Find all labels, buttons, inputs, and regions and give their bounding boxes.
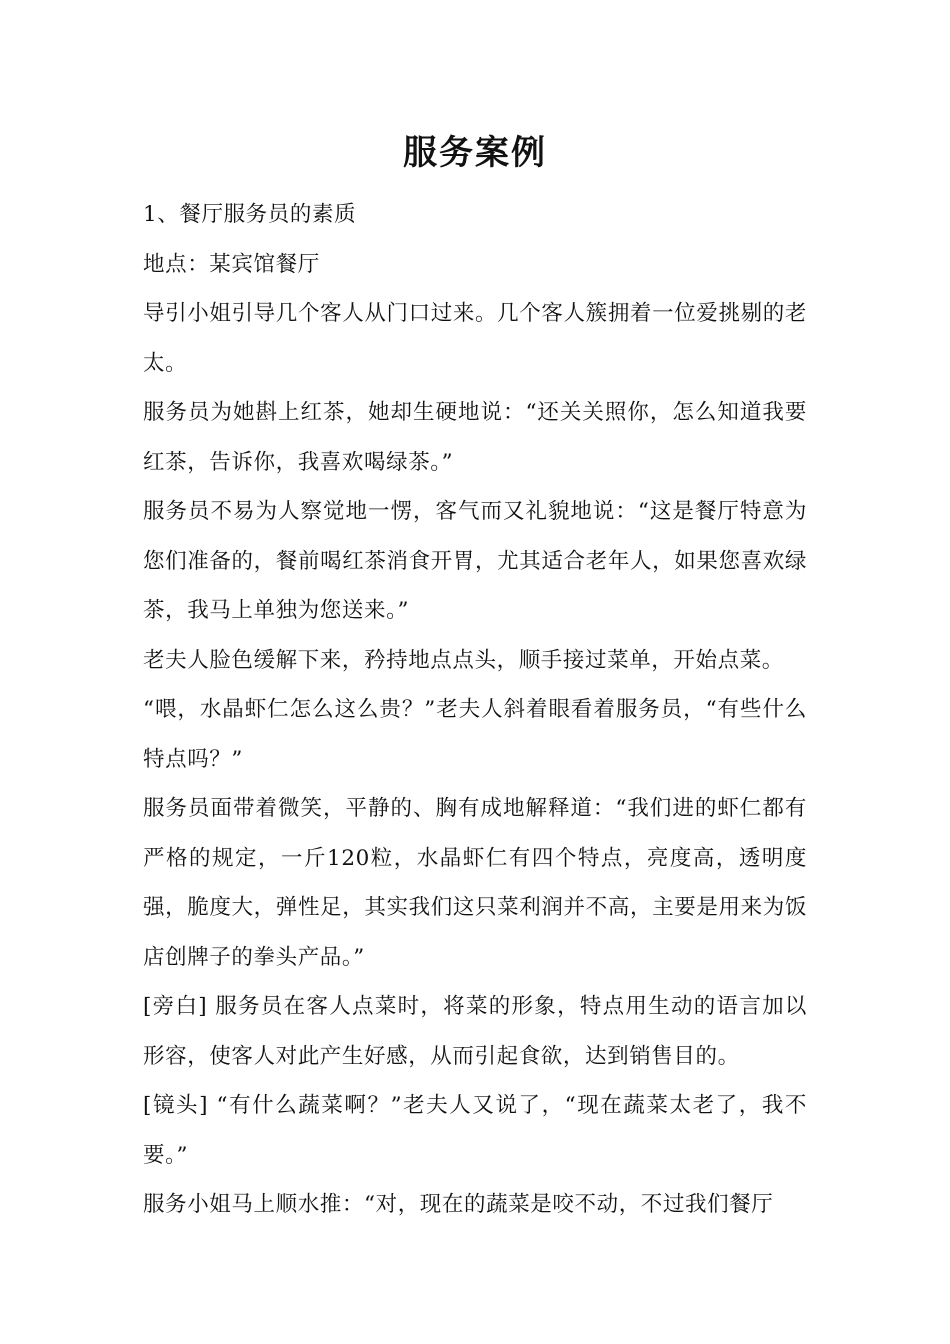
- paragraph: 导引小姐引导几个客人从门口过来。几个客人簇拥着一位爱挑剔的老太。: [143, 301, 807, 376]
- document-title: 服务案例: [403, 133, 547, 173]
- paragraph-section-heading: 1、餐厅服务员的素质: [143, 202, 357, 227]
- paragraph-narration: [旁白] 服务员在客人点菜时，将菜的形象，特点用生动的语言加以形容，使客人对此产生好感，从而引起食欲，达到销售目的。: [143, 994, 807, 1069]
- paragraph-scene: [镜头] “有什么蔬菜啊？”老夫人又说了，“现在蔬菜太老了，我不要。”: [143, 1093, 807, 1168]
- paragraph: 服务员为她斟上红茶，她却生硬地说：“还关关照你，怎么知道我要红茶，告诉你，我喜欢喝绿茶。”: [143, 400, 807, 475]
- paragraph: 老夫人脸色缓解下来，矜持地点点头，顺手接过菜单，开始点菜。: [143, 647, 784, 673]
- paragraph: 服务小姐马上顺水推：“对，现在的蔬菜是咬不动，不过我们餐厅: [143, 1192, 774, 1217]
- paragraph-location: 地点：某宾馆餐厅: [143, 251, 320, 277]
- paragraph: “喂，水晶虾仁怎么这么贵？”老夫人斜着眼看着服务员，“有些什么特点吗？”: [143, 697, 807, 772]
- paragraph: 服务员不易为人察觉地一愣，客气而又礼貌地说：“这是餐厅特意为您们准备的，餐前喝红茶消食开胃，尤其适合老年人，如果您喜欢绿茶，我马上单独为您送来。”: [143, 499, 807, 623]
- paragraph: 服务员面带着微笑，平静的、胸有成地解释道：“我们进的虾仁都有严格的规定，一斤120粒，水晶虾仁有四个特点，亮度高，透明度强，脆度大，弹性足，其实我们这只菜利润并不高，主要是用来为饭店创牌子的拳头产品。”: [143, 796, 807, 970]
